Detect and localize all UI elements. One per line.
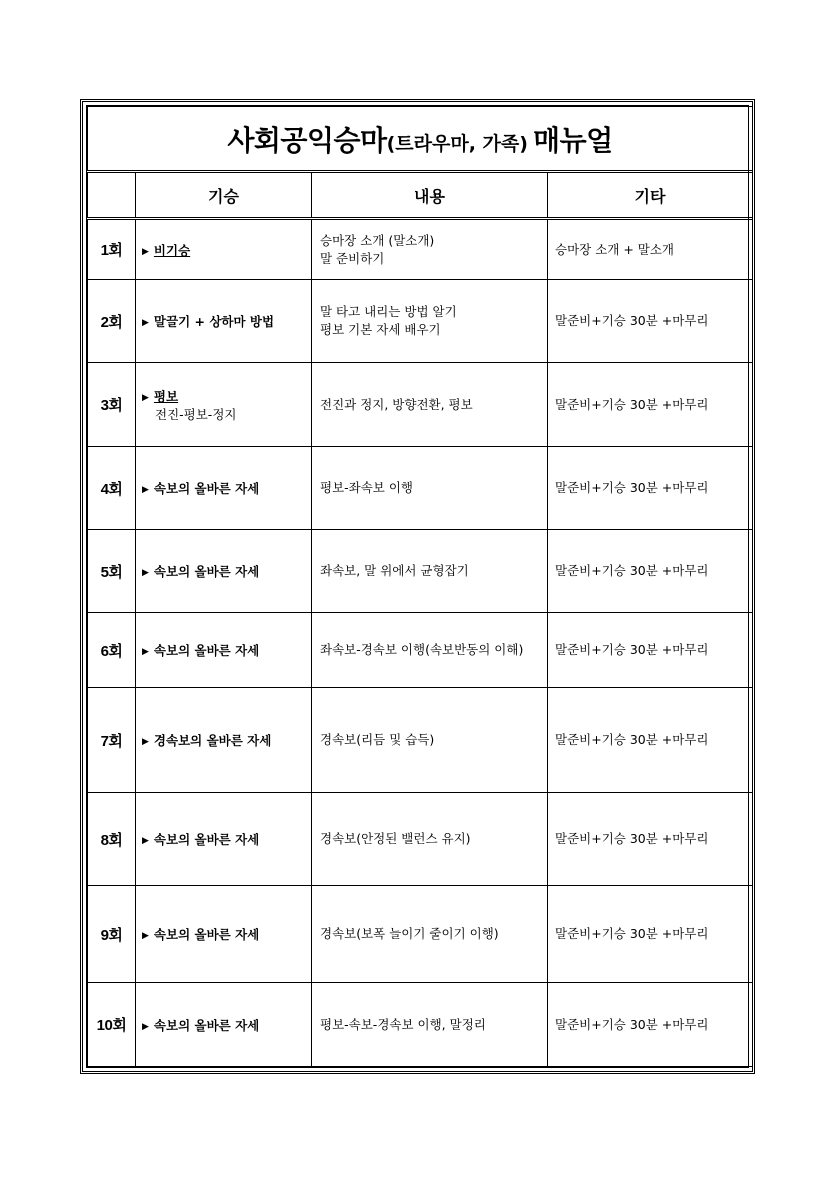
content-line: 전진과 정지, 방향전환, 평보: [320, 396, 473, 412]
triangle-bullet-icon: ▶: [142, 392, 149, 403]
triangle-bullet-icon: ▶: [142, 568, 149, 578]
content-cell: [312, 280, 548, 363]
content-line: 평보-좌속보 이행: [320, 480, 414, 495]
skill-cell: [136, 886, 312, 983]
content-cell: [312, 983, 548, 1067]
session-number: 4회: [88, 447, 136, 530]
skill-label: 속보의 올바른 자세: [153, 1017, 260, 1033]
triangle-bullet-icon: ▶: [142, 485, 149, 495]
content-cell: [312, 363, 548, 447]
skill-cell: [136, 447, 312, 530]
skill-cell: [136, 613, 312, 688]
content-line: 평보-속보-경속보 이행, 말정리: [320, 1016, 486, 1032]
skill-label: 속보의 올바른 자세: [153, 832, 260, 847]
skill-label: 경속보의 올바른 자세: [153, 733, 272, 748]
session-number: 10회: [88, 983, 136, 1067]
header-content: 내용: [312, 172, 548, 219]
table-row: [88, 886, 753, 983]
content-line: 승마장 소개 (말소개): [320, 232, 435, 248]
content-line: 좌속보-경속보 이행(속보반동의 이해): [320, 642, 524, 657]
etc-cell: 말준비+기승 30분 +마무리: [548, 983, 753, 1067]
content-line: 경속보(보폭 늘이기 줄이기 이행): [320, 926, 499, 941]
etc-cell: 말준비+기승 30분 +마무리: [548, 886, 753, 983]
skill-cell: [136, 530, 312, 613]
table-row: [88, 613, 753, 688]
skill-cell: [136, 688, 312, 793]
skill-cell: [136, 280, 312, 363]
content-line: 경속보(리듬 및 습득): [320, 732, 435, 747]
header-etc: 기타: [548, 172, 753, 219]
table-row: [88, 447, 753, 530]
title-sub: (트라우마, 가족): [386, 132, 528, 155]
skill-label: 속보의 올바른 자세: [153, 643, 260, 658]
skill-cell: [136, 793, 312, 886]
triangle-bullet-icon: ▶: [142, 737, 149, 747]
skill-label: 속보의 올바른 자세: [153, 927, 260, 942]
content-line: 경속보(안정된 밸런스 유지): [320, 831, 471, 846]
skill-label: 속보의 올바른 자세: [153, 564, 260, 579]
triangle-bullet-icon: ▶: [142, 246, 149, 257]
manual-table: [87, 106, 753, 1067]
content-line: 좌속보, 말 위에서 균형잡기: [320, 563, 469, 578]
etc-cell: 말준비+기승 30분 +마무리: [548, 688, 753, 793]
skill-label: 속보의 올바른 자세: [153, 481, 260, 496]
table-row: [88, 530, 753, 613]
session-number: 5회: [88, 530, 136, 613]
content-cell: [312, 793, 548, 886]
content-cell: [312, 447, 548, 530]
skill-label: 말끌기 + 상하마 방법: [153, 314, 275, 329]
etc-cell: 말준비+기승 30분 +마무리: [548, 793, 753, 886]
etc-cell: 말준비+기승 30분 +마무리: [548, 530, 753, 613]
title-main: 사회공익승마: [227, 123, 387, 157]
etc-cell: 말준비+기승 30분 +마무리: [548, 447, 753, 530]
skill-cell: [136, 219, 312, 280]
table-row: [88, 793, 753, 886]
session-number: 6회: [88, 613, 136, 688]
content-cell: [312, 886, 548, 983]
table-row: [88, 280, 753, 363]
session-number: 7회: [88, 688, 136, 793]
etc-cell: 승마장 소개 + 말소개: [548, 219, 753, 280]
content-line: 말 준비하기: [320, 250, 385, 266]
content-cell: [312, 530, 548, 613]
etc-cell: 말준비+기승 30분 +마무리: [548, 363, 753, 447]
table-row: [88, 983, 753, 1067]
triangle-bullet-icon: ▶: [142, 931, 149, 941]
skill-cell: [136, 363, 312, 447]
skill-label: 비기승: [153, 242, 191, 258]
header-row: [88, 172, 753, 219]
session-number: 1회: [88, 219, 136, 280]
skill-cell: [136, 983, 312, 1067]
table-row: [88, 219, 753, 280]
content-line: 말 타고 내리는 방법 알기: [320, 304, 457, 319]
triangle-bullet-icon: ▶: [142, 647, 149, 657]
table-row: [88, 363, 753, 447]
skill-sub-label: 전진-평보-정지: [155, 406, 237, 422]
title-cell: [88, 107, 753, 172]
session-number: 9회: [88, 886, 136, 983]
title-suffix: 매뉴얼: [533, 123, 613, 157]
etc-cell: 말준비+기승 30분 +마무리: [548, 280, 753, 363]
triangle-bullet-icon: ▶: [142, 1021, 149, 1032]
header-num: [88, 172, 136, 219]
content-cell: [312, 219, 548, 280]
content-cell: [312, 613, 548, 688]
etc-cell: 말준비+기승 30분 +마무리: [548, 613, 753, 688]
triangle-bullet-icon: ▶: [142, 318, 149, 328]
triangle-bullet-icon: ▶: [142, 836, 149, 846]
content-cell: [312, 688, 548, 793]
table-row: [88, 688, 753, 793]
session-number: 3회: [88, 363, 136, 447]
skill-label: 평보: [153, 388, 179, 404]
header-skill: 기승: [136, 172, 312, 219]
session-number: 2회: [88, 280, 136, 363]
session-number: 8회: [88, 793, 136, 886]
content-line: 평보 기본 자세 배우기: [320, 322, 441, 337]
